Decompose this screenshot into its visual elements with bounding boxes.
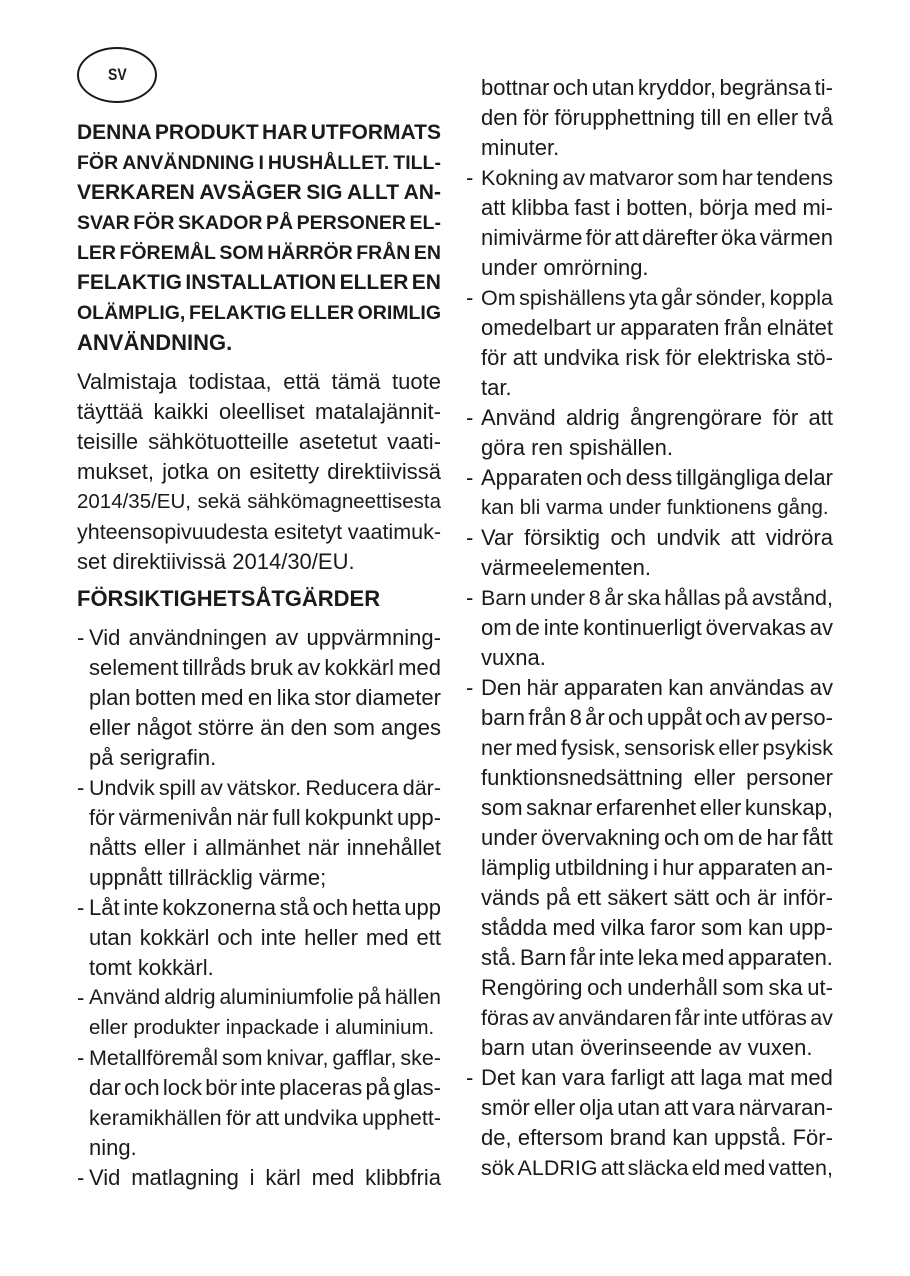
conformity-line: täyttää kaikki oleelliset matalajännit- (77, 399, 441, 424)
bullet-line: tomt kokkärl. (89, 955, 214, 980)
bullet-line: stå. Barn får inte leka med apparaten. (481, 945, 833, 970)
bullet-line: föras av användaren får inte utföras av (481, 1006, 833, 1030)
language-badge (77, 47, 157, 103)
bullet-line: Rengöring och underhåll som ska ut- (481, 975, 833, 1000)
bullet-line: Metallföremål som knivar, gafflar, ske- (89, 1046, 441, 1070)
bullet-marker: - (77, 1045, 85, 1070)
conformity-line: set direktiivissä 2014/30/EU. (77, 549, 355, 574)
bullet-marker: - (466, 675, 474, 700)
bullet-line: smör eller olja utan att vara närvaran- (481, 1095, 833, 1120)
bullet-line: utan kokkärl och inte heller med ett (89, 925, 441, 950)
bullet-line: Låt inte kokzonerna stå och hetta upp (89, 895, 441, 920)
bullet-marker: - (466, 285, 474, 310)
conformity-line: yhteensopivuudesta esitetyt vaatimuk- (77, 520, 441, 544)
bullet-line: Det kan vara farligt att laga mat med (481, 1065, 833, 1090)
bullet-line: på serigrafin. (89, 745, 217, 770)
bullet-line: Använd aldrig aluminiumfolie på hällen (89, 986, 441, 1009)
bullet-marker: - (466, 525, 474, 550)
bullet-line: att klibba fast i botten, börja med mi- (481, 195, 833, 220)
bullet-line: vänds på ett säkert sätt och är inför- (481, 885, 833, 910)
bullet-line: ner med fysisk, sensorisk eller psykisk (481, 736, 833, 760)
bullet-line: under övervakning och om de har fått (481, 825, 833, 850)
bullet-line: Vid matlagning i kärl med klibbfria (89, 1165, 441, 1190)
bullet-line: lämplig utbildning i hur apparaten an- (481, 855, 833, 880)
bullet-line: eller produkter inpackade i aluminium. (89, 1016, 435, 1039)
bullet-line: för värmenivån när full kokpunkt upp- (89, 805, 441, 830)
bullet-line: Var försiktig och undvik att vidröra (481, 525, 833, 550)
disclaimer-line: SVAR FÖR SKADOR PÅ PERSONER EL- (77, 212, 441, 234)
bullet-line: barn från 8 år och uppåt och av perso- (481, 705, 833, 730)
bullet-line: nåtts eller i allmänhet när innehållet (89, 835, 441, 860)
bullet-line: eller något större än den som anges (89, 715, 441, 740)
bullet-line: om de inte kontinuerligt övervakas av (481, 615, 833, 640)
bullet-line: Använd aldrig ångrengörare för att (481, 405, 833, 430)
bullet-line: kan bli varma under funktionens gång. (481, 496, 829, 519)
bullet-line: ning. (89, 1135, 137, 1160)
conformity-line: Valmistaja todistaa, että tämä tuote (77, 369, 441, 394)
bullet-line: göra ren spishällen. (481, 435, 674, 460)
bullet-marker: - (466, 165, 474, 190)
conformity-line: mukset, jotka on esitetty direktiivissä (77, 459, 441, 484)
bullet-line: Om spishällens yta går sönder, koppla (481, 286, 833, 310)
bullet-line: bottnar och utan kryddor, begränsa ti- (481, 75, 833, 100)
disclaimer-line: FÖR ANVÄNDNING I HUSHÅLLET. TILL- (77, 152, 441, 174)
bullet-line: Kokning av matvaror som har tendens (481, 166, 833, 190)
bullet-line: stådda med vilka faror som kan upp- (481, 915, 833, 940)
disclaimer-line: VERKAREN AVSÄGER SIG ALLT AN- (77, 181, 441, 204)
bullet-marker: - (466, 465, 474, 490)
bullet-line: Barn under 8 år ska hållas på avstånd, (481, 586, 833, 610)
bullet-line: Den här apparaten kan användas av (481, 675, 833, 700)
bullet-marker: - (466, 1065, 474, 1090)
bullet-line: vuxna. (481, 645, 546, 670)
language-code: SV (107, 65, 127, 84)
bullet-line: dar och lock bör inte placeras på glas- (89, 1075, 441, 1100)
bullet-line: de, eftersom brand kan uppstå. För- (481, 1125, 833, 1150)
disclaimer-line: FELAKTIG INSTALLATION ELLER EN (77, 271, 441, 294)
bullet-line: tar. (481, 375, 512, 400)
bullet-line: selement tillråds bruk av kokkärl med (89, 655, 441, 680)
bullet-line: den för förupphettning till en eller två (481, 105, 833, 130)
bullet-line: funktionsnedsättning eller personer (481, 765, 833, 790)
bullet-line: för att undvika risk för elektriska stö- (481, 345, 833, 370)
bullet-line: Undvik spill av vätskor. Reducera där- (89, 776, 441, 800)
bullet-marker: - (77, 1165, 85, 1190)
bullet-marker: - (466, 405, 474, 430)
bullet-line: plan botten med en lika stor diameter (89, 685, 441, 710)
disclaimer-line: LER FÖREMÅL SOM HÄRRÖR FRÅN EN (77, 242, 441, 264)
bullet-line: uppnått tillräcklig värme; (89, 865, 327, 890)
section-heading: FÖRSIKTIGHETSÅTGÄRDER (77, 586, 381, 611)
bullet-line: under omrörning. (481, 255, 649, 280)
disclaimer-line: ANVÄNDNING. (77, 330, 233, 355)
bullet-line: barn utan överinseende av vuxen. (481, 1035, 813, 1060)
bullet-marker: - (77, 895, 85, 920)
bullet-line: Apparaten och dess tillgängliga delar (481, 465, 833, 490)
bullet-line: keramikhällen för att undvika upphett- (89, 1106, 441, 1130)
bullet-line: omedelbart ur apparaten från elnätet (481, 315, 833, 340)
bullet-marker: - (77, 775, 85, 800)
bullet-line: värmeelementen. (481, 555, 651, 580)
conformity-line: 2014/35/EU, sekä sähkömagneettisesta (77, 490, 441, 513)
bullet-line: nimivärme för att därefter öka värmen (481, 225, 833, 250)
bullet-marker: - (77, 985, 85, 1010)
disclaimer-line: DENNA PRODUKT HAR UTFORMATS (77, 121, 441, 144)
bullet-line: sök ALDRIG att släcka eld med vatten, (481, 1156, 833, 1180)
disclaimer-line: OLÄMPLIG, FELAKTIG ELLER ORIMLIG (77, 302, 441, 324)
bullet-line: minuter. (481, 135, 560, 160)
bullet-marker: - (466, 585, 474, 610)
bullet-line: som saknar erfarenhet eller kunskap, (481, 795, 833, 820)
bullet-line: Vid användningen av uppvärmning- (89, 625, 441, 650)
bullet-marker: - (77, 625, 85, 650)
conformity-line: teisille sähkötuotteille asetetut vaati- (77, 429, 441, 454)
